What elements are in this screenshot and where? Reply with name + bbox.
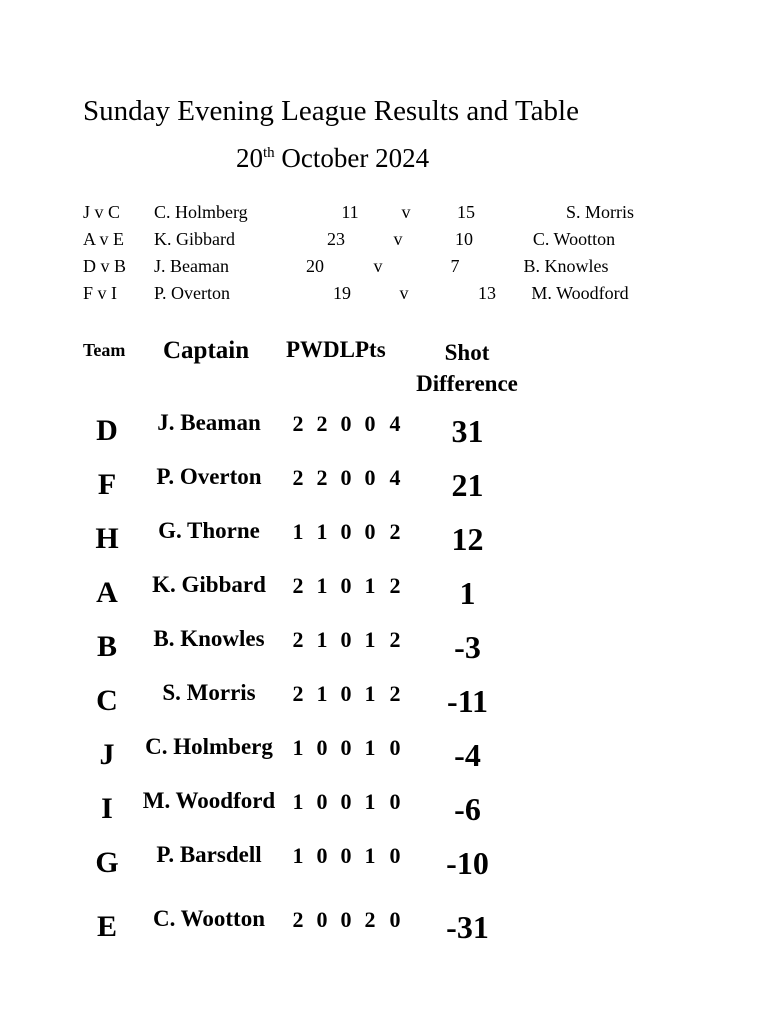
result-fixture: F v I	[83, 283, 118, 303]
stat-won: 2	[316, 411, 328, 436]
date-month-year: October 2024	[274, 143, 430, 173]
league-table	[0, 405, 768, 965]
table-row	[0, 783, 768, 837]
stat-won: 1	[316, 681, 328, 706]
team-stats	[286, 735, 408, 761]
team-captain: J. Beaman	[157, 410, 261, 435]
stat-played: 1	[292, 519, 304, 544]
stat-drawn: 0	[340, 681, 352, 706]
team-captain: P. Barsdell	[156, 842, 262, 867]
result-away-score: 7	[450, 256, 460, 276]
result-home-score: 11	[341, 202, 359, 222]
result-versus: v	[393, 229, 403, 249]
stat-played: 2	[292, 681, 304, 706]
stat-drawn: 0	[340, 843, 352, 868]
team-stats	[286, 681, 408, 707]
result-home-score: 19	[333, 283, 351, 303]
stat-won: 2	[316, 465, 328, 490]
shot-difference: -4	[454, 737, 481, 773]
stat-won: 0	[316, 907, 328, 932]
result-away-score: 10	[455, 229, 473, 249]
stat-won: 1	[316, 573, 328, 598]
team-letter: I	[101, 792, 113, 825]
stat-played: 2	[292, 411, 304, 436]
result-home-captain: P. Overton	[154, 283, 230, 303]
stat-drawn: 0	[340, 627, 352, 652]
shot-difference: 21	[451, 467, 484, 503]
stat-lost: 0	[364, 411, 376, 436]
table-row	[0, 729, 768, 783]
header-shot: Shot	[444, 340, 490, 365]
result-home-captain: K. Gibbard	[154, 229, 235, 249]
results-list	[0, 199, 768, 307]
result-away-captain: M. Woodford	[531, 283, 629, 303]
header-pwdl: PWDLPts	[286, 337, 386, 362]
stat-played: 1	[292, 789, 304, 814]
team-letter: A	[96, 576, 118, 609]
result-row	[0, 280, 768, 307]
stat-lost: 0	[364, 465, 376, 490]
result-row	[0, 226, 768, 253]
team-captain: B. Knowles	[153, 626, 265, 651]
shot-difference: -6	[454, 791, 481, 827]
date-suffix: th	[263, 145, 275, 161]
result-fixture: J v C	[83, 202, 121, 222]
shot-difference: 31	[451, 413, 484, 449]
stat-drawn: 0	[340, 907, 352, 932]
stat-played: 2	[292, 465, 304, 490]
team-letter: F	[97, 468, 117, 501]
team-stats	[286, 907, 408, 933]
stat-drawn: 0	[340, 735, 352, 760]
team-stats	[286, 519, 408, 545]
result-away-captain: B. Knowles	[523, 256, 609, 276]
stat-lost: 1	[364, 627, 376, 652]
result-versus: v	[399, 283, 409, 303]
stat-points: 0	[389, 789, 401, 814]
stat-drawn: 0	[340, 789, 352, 814]
shot-difference: -10	[446, 845, 489, 881]
result-away-score: 15	[457, 202, 475, 222]
page-date	[236, 143, 429, 174]
stat-lost: 1	[364, 573, 376, 598]
stat-points: 0	[389, 907, 401, 932]
result-home-captain: J. Beaman	[154, 256, 229, 276]
table-row	[0, 513, 768, 567]
header-team: Team	[83, 340, 126, 360]
result-away-score: 13	[478, 283, 496, 303]
team-letter: D	[96, 414, 118, 447]
result-fixture: D v B	[83, 256, 127, 276]
shot-difference: 1	[459, 575, 476, 611]
stat-lost: 1	[364, 843, 376, 868]
stat-lost: 1	[364, 735, 376, 760]
stat-played: 1	[292, 843, 304, 868]
stat-lost: 1	[364, 681, 376, 706]
team-letter: G	[95, 846, 119, 879]
result-home-score: 23	[327, 229, 345, 249]
stat-won: 1	[316, 627, 328, 652]
team-captain: G. Thorne	[158, 518, 260, 543]
table-row	[0, 837, 768, 891]
result-row	[0, 199, 768, 226]
team-letter: E	[96, 910, 117, 943]
stat-played: 2	[292, 907, 304, 932]
table-row	[0, 405, 768, 459]
stat-points: 2	[389, 627, 401, 652]
result-home-score: 20	[306, 256, 324, 276]
team-letter: B	[96, 630, 117, 663]
result-versus: v	[401, 202, 411, 222]
table-row	[0, 891, 768, 965]
stat-lost: 2	[364, 907, 376, 932]
header-captain: Captain	[163, 337, 250, 364]
team-stats	[286, 843, 408, 869]
team-captain: P. Overton	[156, 464, 262, 489]
table-row	[0, 459, 768, 513]
team-stats	[286, 411, 408, 437]
result-home-captain: C. Holmberg	[154, 202, 248, 222]
shot-difference: -3	[454, 629, 481, 665]
shot-difference: -31	[446, 909, 489, 945]
team-letter: H	[95, 522, 119, 555]
result-versus: v	[373, 256, 383, 276]
table-row	[0, 621, 768, 675]
team-captain: C. Holmberg	[145, 734, 273, 759]
stat-points: 2	[389, 573, 401, 598]
team-letter: J	[99, 738, 115, 771]
stat-won: 0	[316, 735, 328, 760]
stat-won: 0	[316, 843, 328, 868]
stat-lost: 0	[364, 519, 376, 544]
team-stats	[286, 573, 408, 599]
stat-points: 2	[389, 681, 401, 706]
header-difference: Difference	[416, 371, 518, 396]
stat-drawn: 0	[340, 411, 352, 436]
stat-lost: 1	[364, 789, 376, 814]
stat-won: 0	[316, 789, 328, 814]
table-row	[0, 675, 768, 729]
table-row	[0, 567, 768, 621]
team-stats	[286, 789, 408, 815]
result-fixture: A v E	[83, 229, 125, 249]
team-stats	[286, 465, 408, 491]
result-away-captain: C. Wootton	[532, 229, 616, 249]
shot-difference: -11	[447, 683, 488, 719]
team-captain: C. Wootton	[152, 906, 266, 931]
stat-drawn: 0	[340, 519, 352, 544]
stat-points: 4	[389, 465, 401, 490]
stat-drawn: 0	[340, 573, 352, 598]
team-captain: S. Morris	[162, 680, 256, 705]
stat-points: 4	[389, 411, 401, 436]
page-title: Sunday Evening League Results and Table	[83, 95, 579, 127]
stat-points: 0	[389, 843, 401, 868]
team-captain: M. Woodford	[142, 788, 276, 813]
header-shot-difference	[405, 337, 529, 399]
stat-played: 2	[292, 573, 304, 598]
team-stats	[286, 627, 408, 653]
stat-played: 1	[292, 735, 304, 760]
shot-difference: 12	[451, 521, 484, 557]
stat-points: 0	[389, 735, 401, 760]
team-captain: K. Gibbard	[152, 572, 266, 597]
result-away-captain: S. Morris	[565, 202, 634, 222]
stat-points: 2	[389, 519, 401, 544]
date-day: 20	[236, 143, 263, 173]
stat-drawn: 0	[340, 465, 352, 490]
stat-won: 1	[316, 519, 328, 544]
team-letter: C	[96, 684, 118, 717]
stat-played: 2	[292, 627, 304, 652]
result-row	[0, 253, 768, 280]
